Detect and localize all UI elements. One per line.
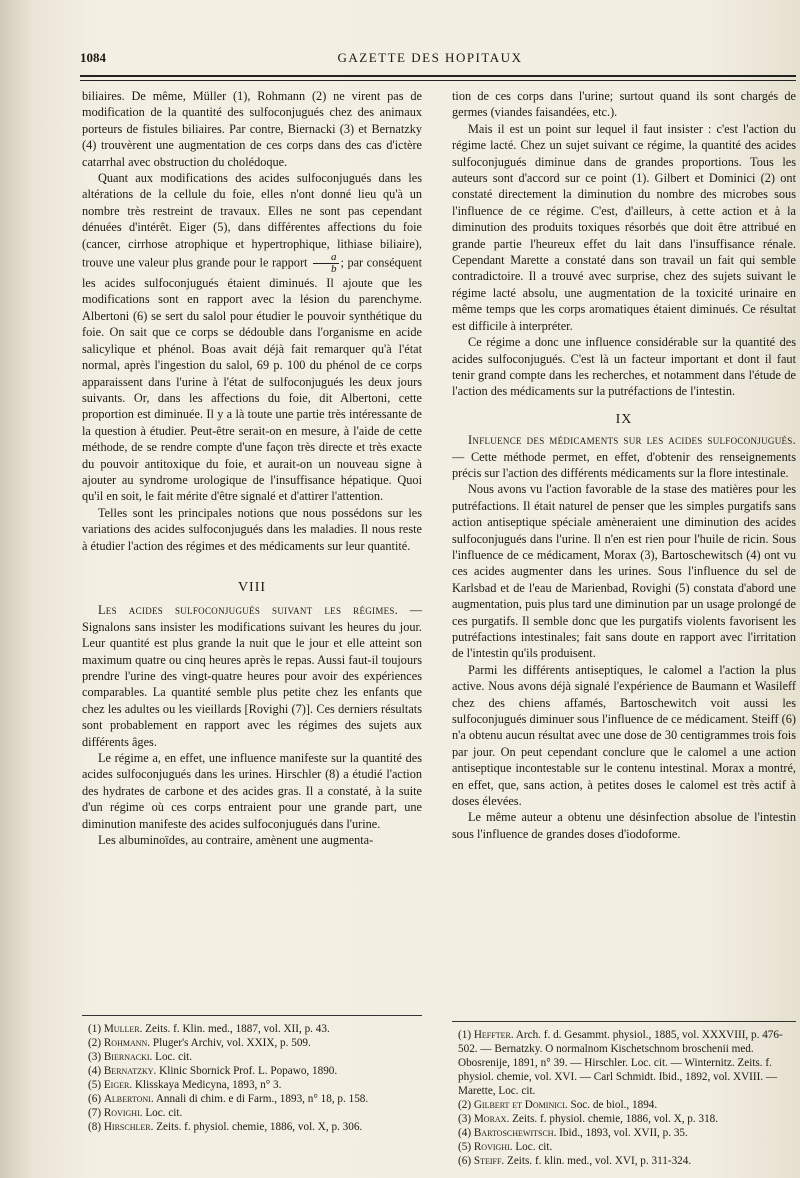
right-column (452, 88, 796, 842)
footnote (452, 1028, 796, 1098)
paragraph-text: Quant aux modifications des acides sulfoconjugués dans les altérations de la cellule du foie, elles n'ont donné lieu qu'à un nombre très restreint de travaux. Elles ne sont pas cependant dénuées d'intérêt. Eiger (5), dans différentes affections du foie (cancer, cirrhose atrophique et hypertrophique, lithiase biliaire), trouve une valeur plus grande pour le rapport (82, 171, 422, 270)
footnote-text: Annali di chim. e di Farm., 1893, n° 18, p. 158. (153, 1093, 369, 1105)
footnote-number: (6) (88, 1093, 102, 1105)
footnote (452, 1140, 796, 1154)
paragraph: Nous avons vu l'action favorable de la stase des matières pour les putréfactions. Il était naturel de penser que les simples purgatifs sans action antiseptique spéciale amèneraient une diminution des acides sulfoconjugués dans l'urine. Il n'en est rien pour l'huile de ricin. Sous l'influence de ce médicament, Morax (3), Bartoschewitsch (4) ont vu ces acides augmenter dans les urines. Sous l'influence du sel de Karlsbad et de l'eau de Marienbad, Rovighi (5) constata d'abord une augmentation, puis plus tard une diminution par un usage prolongé de ces purgatifs. Il semble donc que les purgatifs violents favorisent les putréfactions intestinales; fait sans doute en rapport avec l'irritation de l'intestin qu'ils produisent. (452, 482, 796, 661)
footnote (452, 1154, 796, 1168)
page-number: 1084 (80, 50, 106, 65)
footnote-number: (2) (88, 1037, 102, 1049)
footnote-author: Hirschler. (103, 1121, 154, 1133)
paragraph: biliaires. De même, Müller (1), Rohmann (2) ne virent pas de modification de la quantité des sulfoconjugués chez des animaux porteurs de fistules biliaires. Par contre, Biernacki (3) et Bernatzky (4) trouvèrent une augmentation de ces corps dans des cas d'ictère catarrhal avec obstruction du cholédoque. (82, 89, 422, 169)
footnote-text: Ibid., 1893, vol. XVII, p. 35. (556, 1127, 688, 1139)
footnote-rule (82, 1015, 422, 1016)
paragraph: Le même auteur a obtenu une désinfection absolue de l'intestin sous l'influence de grandes doses d'iodoforme. (452, 810, 796, 841)
footnote-number: (1) (458, 1029, 472, 1041)
paragraph: Les albuminoïdes, au contraire, amènent une augmenta- (98, 833, 374, 848)
footnotes-left (82, 1022, 422, 1134)
section-number: IX (615, 411, 633, 427)
footnote (82, 1078, 422, 1092)
footnote-text: Klinic Sbornick Prof. L. Popawo, 1890. (156, 1065, 338, 1077)
footnote-author: Eiger. (103, 1079, 133, 1091)
footnote-text: Pluger's Archiv, vol. XXIX, p. 509. (150, 1037, 311, 1049)
footnote-author: Gilbert et Dominici. (473, 1099, 568, 1111)
footnote-text: Arch. f. d. Gesammt. physiol., 1885, vol. XXXVIII, p. 476-502. — Bernatzky. O normalnom Kischetschnom broschenii med. Obosrenije, 1891, n° 39. — Hirschler. Loc. cit. — Winternitz. Zeits. f. physiol. chemie, vol. XVI. — Carl Schmidt. Ibid., 1892, vol. XVIII. — Marette, Loc. cit. (458, 1029, 783, 1097)
footnote (82, 1022, 422, 1036)
running-title: GAZETTE DES HOPITAUX (337, 50, 523, 65)
footnote-number: (8) (88, 1121, 102, 1133)
footnote-number: (3) (88, 1051, 102, 1063)
footnote-number: (3) (458, 1113, 472, 1125)
section-number: VIII (237, 579, 267, 595)
left-column (82, 88, 422, 848)
paragraph-text: ; par conséquent les acides sulfoconjugués étaient diminués. Il ajoute que les modifications sont en rapport avec la lésion du parenchyme. Albertoni (6) se sert du salol pour étudier le pouvoir synthétique du foie. On sait que ce corps se dédouble dans l'organisme en acide salicylique et phénol. Boas avait déjà fait remarquer qu'à l'état normal, après l'ingestion du salol, 69 p. 100 du phénol de ce corps apparaissent dans l'urine à l'état de sulfoconjugués les deux jours suivants. Or, dans les affections du foie, dit Albertoni, cette proportion est diminuée. Il y a là toute une partie très intéressante de la question à étudier. Peut-être serait-on en mesure, à l'aide de cette méthode, de se rendre compte d'une façon très directe et très exacte du pouvoir antitoxique du foie, et aurait-on un nouveau signe à ajouter au syndrome urologique de l'insuffisance hépatique. Quoi qu'il en soit, le fait mérite d'être signalé et d'attirer l'attention. (82, 255, 422, 504)
footnote (452, 1112, 796, 1126)
footnote-number: (1) (88, 1023, 102, 1035)
paragraph: Ce régime a donc une influence considérable sur la quantité des acides sulfoconjugués. C'est là un facteur important et dont il faut tenir grand compte dans les recherches, et notamment dans l'étude de l'action des médicaments sur la putréfactions de l'intestin. (452, 335, 796, 399)
footnote-number: (7) (88, 1107, 102, 1119)
footnote-text: Klisskaya Medicyna, 1893, n° 3. (132, 1079, 282, 1091)
footnote (452, 1098, 796, 1112)
footnote-number: (5) (88, 1079, 102, 1091)
paragraph (452, 432, 796, 481)
footnote (82, 1036, 422, 1050)
footnote (82, 1092, 422, 1106)
footnote-text: Zeits. f. physiol. chemie, 1886, vol. X, p. 306. (153, 1121, 363, 1133)
footnote-text: Zeits. f. Klin. med., 1887, vol. XII, p. 43. (142, 1023, 330, 1035)
footnote-author: Albertoni. (103, 1093, 154, 1105)
paragraph: Parmi les différents antiseptiques, le calomel a l'action la plus active. Nous avons déjà signalé l'expérience de Baumann et Wasileff chez des chiens affamés, Bartoschewitch voit aussi les sulfoconjugués diminuer sous l'influence de ce médicament. Steiff (6) n'a obtenu aucun résultat avec une dose de 30 centigrammes trois fois par jour. On peut cependant conclure que le calomel a une action antiseptique incontestable sur le contenu intestinal. Morax a montré, en effet, que, sans action, à petites doses le calomel est très actif à doses élevées. (452, 662, 796, 809)
footnote-author: Biernacki. (103, 1051, 153, 1063)
fraction-denominator: b (331, 263, 337, 276)
section-title: Les acides sulfoconjugués suivant les régimes. (98, 603, 399, 618)
footnote-author: Rohmann. (103, 1037, 151, 1049)
paragraph-text: — Signalons sans insister les modifications suivant les heures du jour. Leur quantité est plus grande la nuit que le jour et elle atteint son maximum quatre ou cinq heures après le repas. Aussi faut-il toujours prendre l'urine des vingt-quatre heures pour avoir des expériences comparables. La quantité semble plus petite chez les enfants que chez les adultes ou les vieillards [Rovighi (7)]. Ces derniers résultats sont probablement en rapport avec les régimes des sujets aux différents âges. (82, 603, 422, 749)
footnote-author: Morax. (473, 1113, 510, 1125)
footnote-text: Zeits. f. klin. med., vol. XVI, p. 311-324. (504, 1155, 692, 1167)
footnote-author: Bernatzky. (103, 1065, 157, 1077)
fraction (313, 252, 339, 275)
paragraph: tion de ces corps dans l'urine; surtout quand ils sont chargés de germes (viandes faisandées, etc.). (452, 89, 796, 120)
paragraph: Le régime a, en effet, une influence manifeste sur la quantité des acides sulfoconjugués dans les urines. Hirschler (8) a étudié l'action des hydrates de carbone et des acides gras. Il a constaté, à la suite d'un régime où ces corps entraient pour une grande part, une diminution manifeste des acides sulfoconjugués dans l'urine. (82, 751, 422, 831)
footnote (452, 1126, 796, 1140)
footnote-text: Soc. de biol., 1894. (567, 1099, 658, 1111)
footnote-text: Loc. cit. (152, 1051, 193, 1063)
footnote-rule (452, 1021, 796, 1022)
paragraph (82, 170, 422, 505)
fraction-numerator: a (313, 252, 339, 264)
footnote-number: (6) (458, 1155, 472, 1167)
page-header (80, 46, 780, 70)
footnote-author: Muller. (103, 1023, 143, 1035)
footnote-author: Heffter. (473, 1029, 514, 1041)
paragraph (82, 602, 422, 750)
footnote (82, 1064, 422, 1078)
footnotes-right (452, 1028, 796, 1168)
footnote (82, 1106, 422, 1120)
footnote-number: (5) (458, 1141, 472, 1153)
footnote-text: Loc. cit. (142, 1107, 183, 1119)
footnote (82, 1120, 422, 1134)
footnote-author: Rovighi. (103, 1107, 143, 1119)
footnote-text: Loc. cit. (512, 1141, 553, 1153)
paragraph-text: — Cette méthode permet, en effet, d'obtenir des renseignements précis sur l'action des différents médicaments sur la flore intestinale. (452, 449, 796, 480)
footnote (82, 1050, 422, 1064)
footnote-number: (4) (88, 1065, 102, 1077)
paragraph: Mais il est un point sur lequel il faut insister : c'est l'action du régime lacté. Chez un sujet suivant ce régime, la quantité des acides sulfoconjugués diminue dans de grandes proportions. Tous les auteurs sont d'accord sur ce point (1). Gilbert et Dominici (2) ont constaté directement la diminution du nombre des microbes sous l'influence de ce régime. C'est, d'ailleurs, à cette action et à la diminution des produits toxiques résorbés que doit être attribué en grande partie l'heureux effet du lait dans l'insuffisance rénale. Cependant Marette a constaté dans son travail un fait qui semble contradictoire. Il a trouvé avec surprise, chez des sujets suivant le régime lacté absolu, une augmentation de la toxicité urinaire en même temps que les corps aromatiques étaient diminués. Ce résultat est difficile à interpréter. (452, 121, 796, 333)
section-title: Influence des médicaments sur les acides sulfoconjugués. (468, 433, 796, 448)
footnote-author: Rovighi. (473, 1141, 513, 1153)
footnote-number: (2) (458, 1099, 472, 1111)
footnote-number: (4) (458, 1127, 472, 1139)
footnote-text: Zeits. f. physiol. chemie, 1886, vol. X, p. 318. (509, 1113, 719, 1125)
footnote-author: Bartoschewitsch. (473, 1127, 557, 1139)
header-rule (80, 75, 796, 81)
paragraph: Telles sont les principales notions que nous possédons sur les variations des acides sulfoconjugués dans les maladies. Il nous reste à étudier l'action des régimes et des médicaments sur leur quantité. (82, 505, 422, 553)
footnote-author: Steiff. (473, 1155, 505, 1167)
